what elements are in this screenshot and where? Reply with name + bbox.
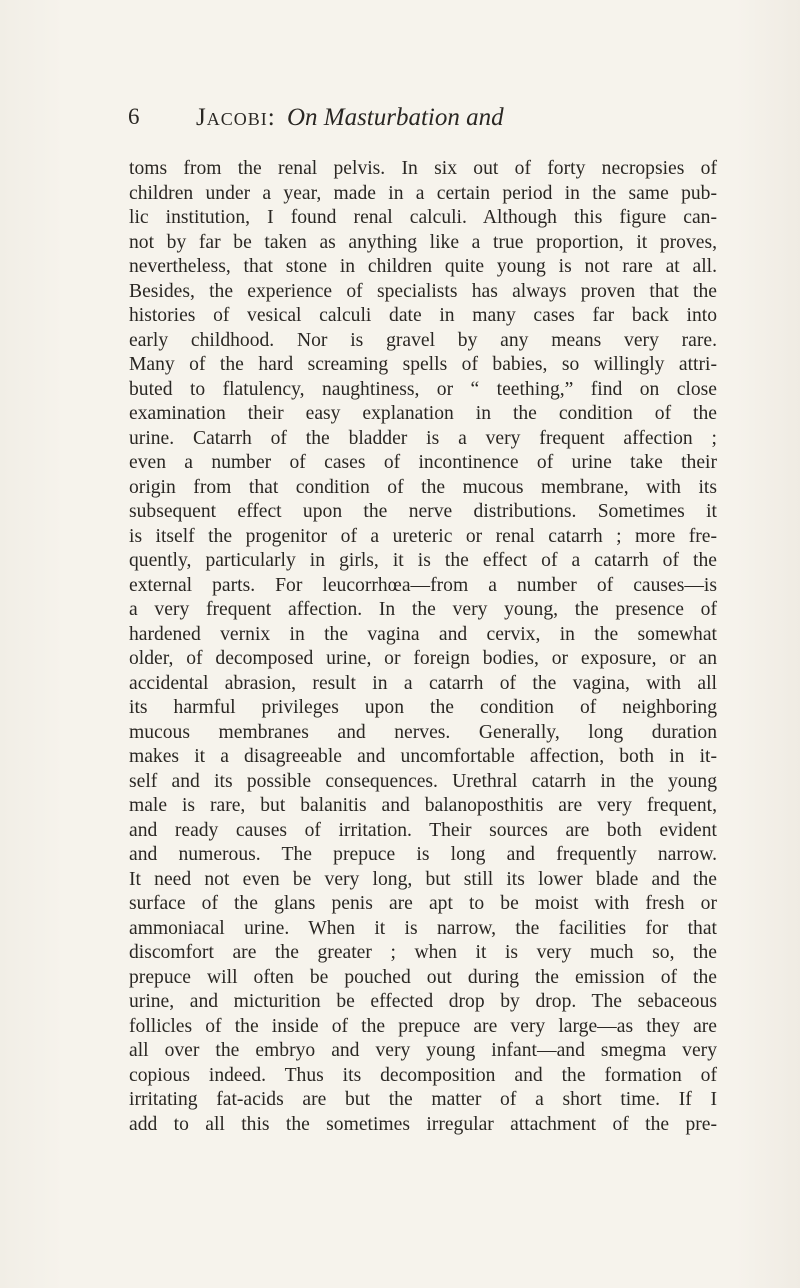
text-line: accidental abrasion, result in a catarrh of the vagina, with all: [129, 672, 717, 694]
text-line: examination their easy explanation in the condition of the: [129, 403, 717, 424]
text-line: is itself the progenitor of a ureteric or renal catarrh ; more fre-: [129, 525, 717, 547]
running-head: [0, 104, 800, 144]
running-title-work: On Masturbation and: [286, 104, 504, 131]
text-line: urine. Catarrh of the bladder is a very frequent affection ;: [129, 427, 717, 449]
running-title: [196, 104, 504, 132]
text-line: hardened vernix in the vagina and cervix, in the somewhat: [129, 623, 717, 645]
text-line: children under a year, made in a certain period in the same pub-: [129, 182, 717, 204]
text-line: subsequent effect upon the nerve distributions. Sometimes it: [129, 501, 717, 522]
text-line: and numerous. The prepuce is long and frequently narrow.: [129, 844, 717, 865]
text-line: makes it a disagreeable and uncomfortable affection, both in it-: [129, 746, 717, 767]
running-title-author: Jacobi: [196, 104, 268, 131]
text-line: lic institution, I found renal calculi. Although this figure can-: [129, 207, 717, 228]
text-line: histories of vesical calculi date in many cases far back into: [129, 305, 717, 326]
text-line: male is rare, but balanitis and balanoposthitis are very frequent,: [129, 795, 717, 816]
text-line: ammoniacal urine. When it is narrow, the facilities for that: [129, 917, 717, 939]
text-line: mucous membranes and nerves. Generally, long duration: [129, 721, 717, 743]
text-line: urine, and micturition be effected drop by drop. The sebaceous: [129, 991, 717, 1012]
text-line: even a number of cases of incontinence of urine take their: [129, 452, 717, 473]
text-line: toms from the renal pelvis. In six out of forty necropsies of: [129, 158, 717, 179]
text-line: Besides, the experience of specialists has always proven that the: [129, 280, 717, 302]
text-line: not by far be taken as anything like a true proportion, it proves,: [129, 231, 717, 253]
text-line: It need not even be very long, but still its lower blade and the: [129, 868, 717, 890]
text-line: surface of the glans penis are apt to be moist with fresh or: [129, 893, 717, 914]
text-line: prepuce will often be pouched out during the emission of the: [129, 966, 717, 988]
text-line: and ready causes of irritation. Their sources are both evident: [129, 819, 717, 841]
page-number: 6: [128, 104, 140, 129]
text-line: origin from that condition of the mucous membrane, with its: [129, 476, 717, 498]
running-title-separator: :: [267, 104, 275, 131]
text-line: discomfort are the greater ; when it is very much so, the: [129, 942, 717, 963]
text-line: nevertheless, that stone in children quite young is not rare at all.: [129, 256, 717, 277]
text-line: copious indeed. Thus its decomposition and the formation of: [129, 1064, 717, 1086]
text-line: all over the embryo and very young infant—and smegma very: [129, 1040, 717, 1061]
text-line: Many of the hard screaming spells of babies, so willingly attri-: [129, 354, 717, 375]
text-line: older, of decomposed urine, or foreign bodies, or exposure, or an: [129, 648, 717, 669]
text-line: follicles of the inside of the prepuce are very large—as they are: [129, 1015, 717, 1037]
text-line: its harmful privileges upon the condition of neighboring: [129, 697, 717, 718]
body-paragraph: [129, 157, 717, 1137]
text-line: quently, particularly in girls, it is the effect of a catarrh of the: [129, 550, 717, 571]
text-line: external parts. For leucorrhœa—from a number of causes—is: [129, 574, 717, 596]
text-line: early childhood. Nor is gravel by any means very rare.: [129, 329, 717, 351]
text-line: buted to flatulency, naughtiness, or “ teething,” find on close: [129, 378, 717, 400]
text-line: a very frequent affection. In the very young, the presence of: [129, 599, 717, 620]
text-line: self and its possible consequences. Urethral catarrh in the young: [129, 770, 717, 792]
text-line: add to all this the sometimes irregular attachment of the pre-: [129, 1113, 717, 1135]
text-line: irritating fat-acids are but the matter of a short time. If I: [129, 1089, 717, 1110]
